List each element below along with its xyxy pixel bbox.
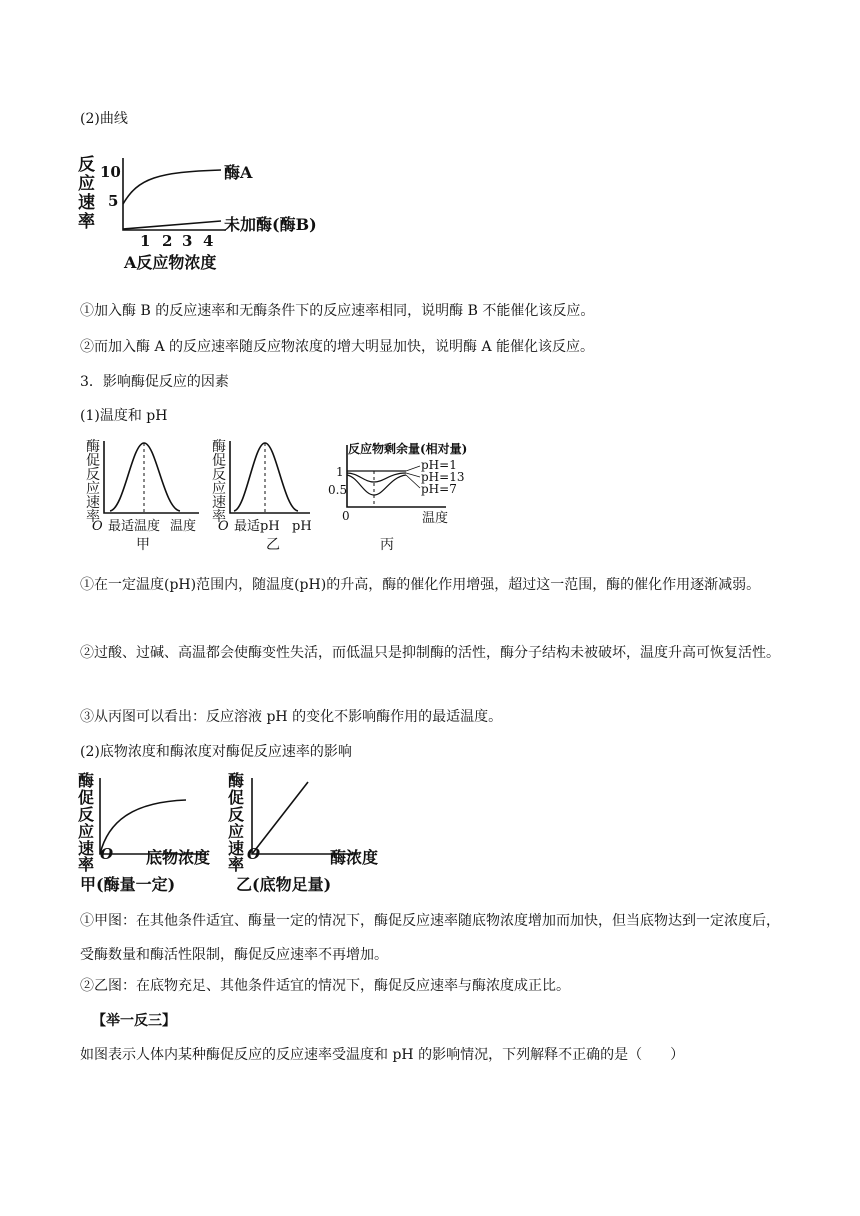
fig2-yi-ylabel-1: 酶 (212, 439, 226, 455)
fig3-yi-ylabel-5: 速 (228, 839, 245, 858)
fig1-ytick-10: 10 (100, 163, 121, 181)
figure-substrate-concentration (78, 770, 228, 900)
fig2-bing-ytick-05: 0.5 (328, 483, 348, 497)
fig3-jia-caption: 甲(酶量一定) (80, 875, 176, 894)
fig3-jia-ylabel-6: 率 (78, 855, 95, 874)
figure-temperature-jia (84, 437, 204, 552)
fig2-jia-ylabel-1: 酶 (86, 439, 100, 455)
fig3-jia-origin: O (100, 845, 114, 863)
fig1-ylabel-2: 应 (78, 174, 95, 194)
figure-substrate-remaining-bing (328, 437, 488, 552)
fig2-bing-curve-ph7 (347, 475, 406, 495)
fig3-yi-axes (252, 778, 358, 854)
paragraph-denaturation: ②过酸、过碱、高温都会使酶变性失活，而低温只是抑制酶的活性，酶分子结构未被破坏，温度升高可恢复活性。 (80, 645, 780, 661)
paragraph-figure-yi: ②乙图：在底物充足、其他条件适宜的情况下，酶促反应速率与酶浓度成正比。 (80, 978, 570, 994)
figure-enzyme-concentration (228, 770, 388, 900)
practice-title: 【举一反三】 (92, 1013, 176, 1029)
fig3-yi-ylabel-1: 酶 (228, 771, 245, 790)
fig1-xlabel: A反应物浓度 (124, 253, 217, 272)
fig1-axes (123, 158, 226, 230)
fig2-bing-origin: 0 (342, 509, 350, 523)
fig2-bing-label-ph7: pH=7 (421, 482, 457, 496)
section-3-title: 3．影响酶促反应的因素 (80, 374, 229, 390)
fig3-yi-line (252, 782, 308, 854)
figure-ph-yi (210, 437, 320, 552)
fig2-jia-xlabel: 温度 (170, 519, 197, 534)
fig3-jia-ylabel-2: 促 (78, 788, 95, 807)
paragraph-figure-jia: ①甲图：在其他条件适宜、酶量一定的情况下，酶促反应速率随底物浓度增加而加快，但当底物达到一定浓度后，受酶数量和酶活性限制，酶促反应速率不再增加。 (80, 913, 780, 963)
fig1-ylabel-1: 反 (78, 155, 95, 175)
fig3-jia-ylabel-3: 反 (78, 805, 95, 824)
fig3-yi-caption: 乙(底物足量) (236, 875, 332, 894)
fig2-jia-ylabel-4: 应 (86, 481, 100, 497)
fig2-bing-leader-lines (406, 466, 420, 488)
paragraph-figure-bing: ③从丙图可以看出：反应溶液 pH 的变化不影响酶作用的最适温度。 (80, 709, 503, 725)
fig2-yi-ylabel-6: 率 (212, 509, 226, 525)
fig2-yi-caption: 乙 (266, 537, 280, 553)
fig1-xtick-4: 4 (203, 232, 214, 250)
fig2-yi-opt-label: 最适pH (234, 519, 280, 534)
fig3-yi-xlabel: 酶浓度 (330, 848, 379, 867)
fig1-ylabel-3: 速 (78, 193, 95, 213)
fig2-jia-caption: 甲 (136, 537, 150, 553)
fig1-xtick-3: 3 (182, 232, 193, 250)
figure-enzyme-a-b (76, 150, 346, 280)
section-curve-title: (2)曲线 (80, 111, 128, 127)
paragraph-enzyme-b: ①加入酶 B 的反应速率和无酶条件下的反应速率相同，说明酶 B 不能催化该反应。 (80, 303, 595, 319)
fig2-yi-ylabel-5: 速 (212, 495, 226, 511)
fig1-ylabel-4: 率 (78, 212, 95, 232)
fig2-yi-ylabel-4: 应 (212, 481, 226, 497)
fig3-yi-ylabel-2: 促 (228, 788, 245, 807)
fig3-yi-ylabel-4: 应 (228, 822, 245, 841)
fig2-bing-xlabel: 温度 (422, 511, 449, 526)
fig1-label-enzyme-a: 酶A (224, 163, 253, 182)
paragraph-temperature-ph-range: ①在一定温度(pH)范围内，随温度(pH)的升高，酶的催化作用增强，超过这一范围，酶的催化作用逐渐减弱。 (80, 577, 761, 593)
fig3-jia-axes (100, 778, 206, 854)
fig2-yi-curve (234, 443, 298, 511)
paragraph-enzyme-a: ②而加入酶 A 的反应速率随反应物浓度的增大明显加快，说明酶 A 能催化该反应。 (80, 339, 595, 355)
fig3-jia-xlabel: 底物浓度 (146, 848, 211, 867)
fig1-label-enzyme-b: 未加酶(酶B) (224, 215, 317, 234)
fig2-bing-label-ph1: pH=1 (421, 458, 457, 472)
section-3-1-title: (1)温度和 pH (80, 408, 168, 424)
fig3-yi-ylabel-3: 反 (228, 805, 245, 824)
fig3-jia-ylabel-1: 酶 (78, 771, 95, 790)
fig2-jia-ylabel-6: 率 (86, 509, 100, 525)
fig2-bing-caption: 丙 (380, 537, 394, 553)
practice-question: 如图表示人体内某种酶促反应的反应速率受温度和 pH 的影响情况，下列解释不正确的是（ ） (80, 1047, 685, 1063)
fig1-curve-enzyme-b (123, 221, 221, 229)
fig2-jia-ylabel-5: 速 (86, 495, 100, 511)
fig1-ytick-5: 5 (108, 192, 119, 210)
fig2-jia-curve (110, 443, 180, 511)
fig2-bing-ytick-1: 1 (336, 465, 344, 479)
fig1-xtick-2: 2 (162, 232, 173, 250)
fig2-yi-xlabel: pH (292, 519, 312, 534)
fig2-yi-origin: O (218, 519, 229, 534)
fig3-yi-ylabel-6: 率 (228, 855, 245, 874)
fig1-curve-enzyme-a (123, 170, 221, 204)
section-3-2-title: (2)底物浓度和酶浓度对酶促反应速率的影响 (80, 744, 352, 760)
fig2-jia-origin: O (92, 519, 103, 534)
fig2-yi-ylabel-3: 反 (212, 467, 226, 483)
fig3-jia-ylabel-5: 速 (78, 839, 95, 858)
fig2-jia-ylabel-2: 促 (86, 453, 100, 469)
fig2-yi-ylabel-2: 促 (212, 453, 226, 469)
fig2-jia-opt-label: 最适温度 (108, 519, 161, 534)
fig2-jia-ylabel-3: 反 (86, 467, 100, 483)
fig1-xtick-1: 1 (140, 232, 151, 250)
fig2-bing-label-ph13: pH=13 (421, 470, 465, 484)
fig2-bing-ytitle: 反应物剩余量(相对量) (348, 442, 468, 456)
fig3-yi-origin: O (247, 845, 261, 863)
fig3-jia-ylabel-4: 应 (78, 822, 95, 841)
